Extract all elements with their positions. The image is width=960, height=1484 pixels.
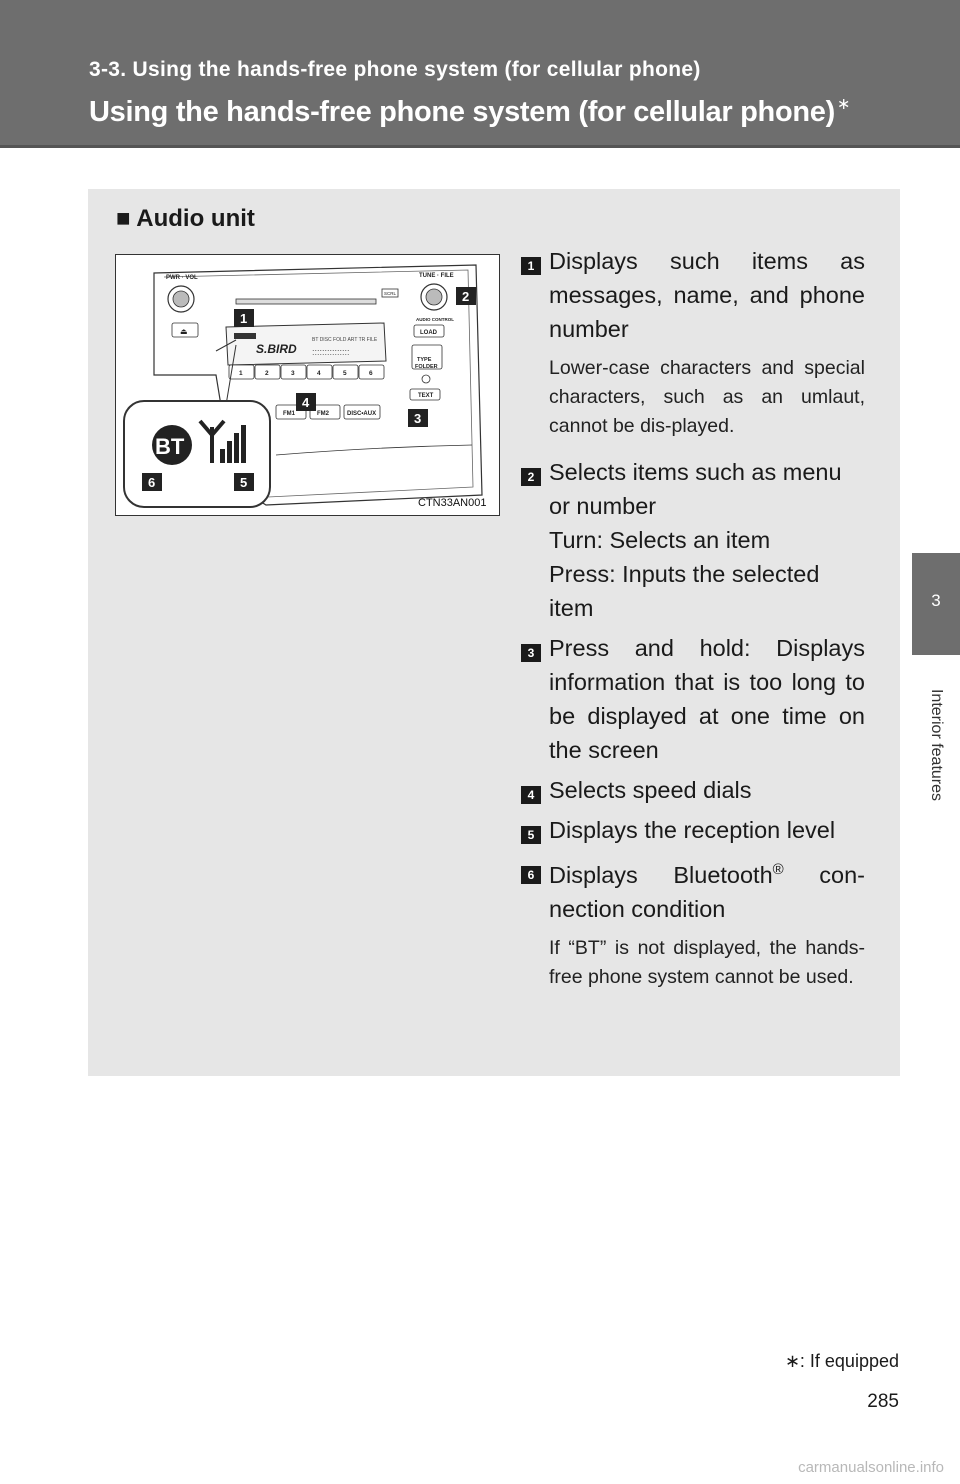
item-text: Press and hold: Displays information that is too long to be displayed at one time on the screen: [549, 635, 865, 763]
item-number-badge: 5: [521, 826, 541, 844]
registered-mark: ®: [772, 861, 784, 878]
item-text-part: con-nection condition: [549, 861, 865, 922]
svg-text:2: 2: [265, 370, 269, 377]
svg-text:4: 4: [317, 370, 321, 377]
svg-text:FOLDER: FOLDER: [415, 364, 438, 370]
svg-text:5: 5: [343, 370, 347, 377]
audio-unit-figure: [115, 254, 500, 516]
svg-text:5: 5: [240, 475, 248, 490]
svg-text:BT DISC FOLD ART TR FILE: BT DISC FOLD ART TR FILE: [312, 337, 378, 343]
page-title-text: Using the hands-free phone system (for cellular phone): [89, 96, 835, 128]
list-item: [521, 813, 865, 847]
item-number-badge: 1: [521, 257, 541, 275]
bt-indicator: BT: [155, 434, 185, 459]
item-text: Selects items such as menu or number: [549, 459, 842, 519]
svg-text:4: 4: [302, 395, 310, 410]
audio-unit-illustration: [116, 255, 500, 516]
item-list: [521, 244, 865, 1006]
item-number-badge: 4: [521, 786, 541, 804]
footnote: ∗: If equipped: [784, 1351, 899, 1371]
page-number: 285: [867, 1391, 899, 1412]
list-item: [521, 244, 865, 346]
load-label: LOAD: [420, 330, 437, 336]
svg-text:S.BIRD: S.BIRD: [256, 342, 297, 356]
svg-text:1: 1: [240, 311, 248, 326]
svg-text:⏏: ⏏: [180, 327, 188, 336]
text-label: TEXT: [418, 393, 434, 399]
chapter-tab[interactable]: [912, 553, 960, 655]
figure-caption: CTN33AN001: [418, 497, 487, 509]
pwr-vol-label: PWR · VOL: [166, 275, 198, 281]
item-number-badge: 2: [521, 468, 541, 486]
item-number-badge: 3: [521, 644, 541, 662]
fm2-label: FM2: [317, 411, 329, 417]
item-note: If “BT” is not displayed, the hands-free phone system cannot be used.: [549, 936, 865, 988]
section-title: 3-3. Using the hands-free phone system (for cellular phone): [89, 58, 701, 81]
item-text: Press: Inputs the selected item: [549, 561, 820, 621]
fm1-label: FM1: [283, 411, 295, 417]
box-heading: ■ Audio unit: [116, 205, 255, 232]
scroll-label: SCRL: [384, 291, 397, 296]
item-text: Displays such items as messages, name, and phone number: [549, 248, 865, 342]
type-folder-label: TYPE: [417, 357, 432, 363]
svg-text:3: 3: [414, 411, 422, 426]
item-text-part: Displays Bluetooth: [549, 861, 773, 888]
item-text: Turn: Selects an item: [549, 527, 771, 553]
item-number-badge: 6: [521, 866, 541, 884]
page-title: [89, 94, 850, 129]
equipped-marker: ∗: [836, 96, 851, 113]
list-item: [521, 455, 865, 625]
list-item: [521, 631, 865, 767]
svg-text:6: 6: [148, 475, 156, 490]
list-item: [521, 853, 865, 926]
watermark[interactable]: carmanualsonline.info: [798, 1459, 944, 1476]
disc-aux-label: DISC•AUX: [347, 411, 377, 417]
tune-file-label: TUNE · FILE: [419, 273, 454, 279]
svg-text:2: 2: [462, 289, 470, 304]
page-header: [0, 0, 960, 148]
svg-text:6: 6: [369, 370, 373, 377]
svg-text:3: 3: [291, 370, 295, 377]
item-text: [549, 862, 865, 922]
item-text: Selects speed dials: [549, 777, 752, 803]
svg-text:1: 1: [239, 370, 243, 377]
chapter-number: 3: [931, 591, 941, 610]
item-text: Displays the reception level: [549, 817, 836, 843]
chapter-label: Interior features: [928, 688, 945, 802]
audio-control-label: AUDIO CONTROL: [416, 317, 454, 322]
list-item: [521, 773, 865, 807]
svg-text::::::::::::::::: :::::::::::::::: [312, 347, 350, 357]
item-note: Lower-case characters and special characters, such as an umlaut, cannot be dis-played.: [549, 357, 865, 437]
